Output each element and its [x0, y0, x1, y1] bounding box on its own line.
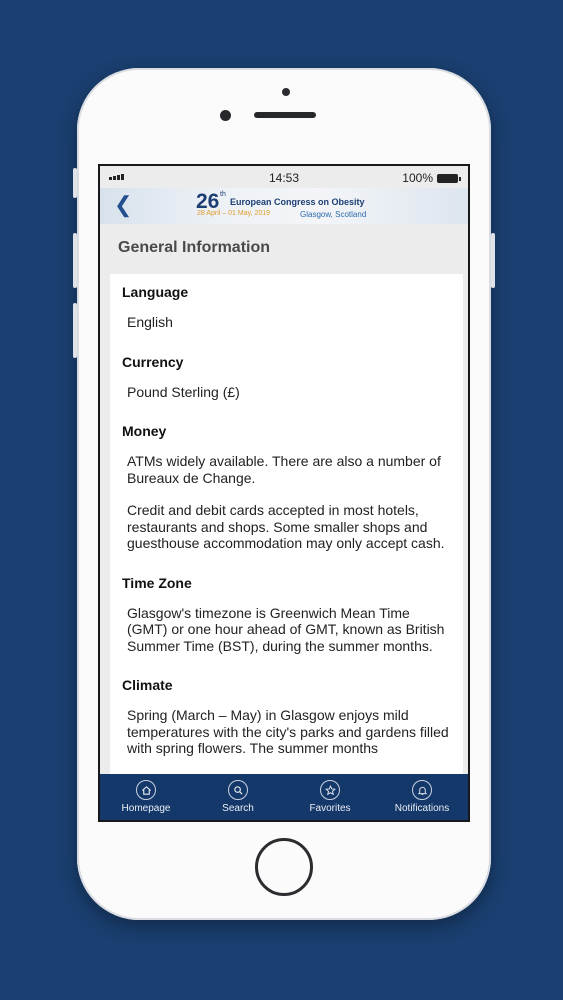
- tab-search[interactable]: [198, 774, 278, 814]
- volume-up-button: [73, 233, 77, 288]
- tab-homepage[interactable]: [106, 774, 186, 814]
- banner-title: European Congress on Obesity: [230, 197, 365, 207]
- section-time-zone: [110, 575, 463, 655]
- page-title: General Information: [118, 239, 271, 256]
- status-time: 14:53: [268, 171, 300, 185]
- section-heading: Time Zone: [122, 574, 192, 591]
- battery-percent: 100%: [402, 171, 433, 185]
- section-text: Spring (March – May) in Glasgow enjoys mild temperatures with the city's parks and gardens filled with spring flowers. The summer months: [127, 707, 449, 756]
- status-bar: [100, 166, 468, 188]
- home-icon: [136, 780, 156, 800]
- tab-notifications[interactable]: [382, 774, 462, 814]
- congress-banner: [100, 188, 468, 224]
- tab-label: Homepage: [121, 803, 171, 814]
- bell-icon: [412, 780, 432, 800]
- section-climate: [110, 677, 463, 757]
- home-button[interactable]: [255, 838, 313, 896]
- battery-indicator: [402, 171, 458, 185]
- section-currency: [110, 354, 463, 401]
- title-bar: [100, 224, 468, 274]
- section-money: [110, 423, 463, 552]
- power-button: [491, 233, 495, 288]
- app-screen: [98, 164, 470, 822]
- section-heading: Language: [122, 284, 189, 300]
- tab-label: Search: [222, 803, 254, 814]
- section-language: [110, 284, 463, 331]
- phone-frame: [77, 68, 491, 920]
- section-text: Glasgow's timezone is Greenwich Mean Time (GMT) or one hour ahead of GMT, known as British Summer Time (BST), during the summer months.: [127, 604, 445, 654]
- section-text: ATMs widely available. There are also a number of Bureaux de Change.: [127, 453, 441, 486]
- section-text: English: [127, 314, 173, 330]
- section-heading: Money: [122, 423, 167, 439]
- bottom-tab-bar: [100, 774, 468, 820]
- search-icon: [228, 780, 248, 800]
- section-text: Pound Sterling (£): [127, 383, 240, 400]
- front-camera: [220, 110, 231, 121]
- banner-dates: 28 April – 01 May, 2019: [197, 210, 271, 217]
- star-icon: [320, 780, 340, 800]
- proximity-sensor: [282, 88, 290, 96]
- banner-superscript: th: [220, 191, 226, 198]
- volume-down-button: [73, 303, 77, 358]
- section-heading: Currency: [122, 353, 184, 370]
- section-text: Credit and debit cards accepted in most hotels, restaurants and shops. Some smaller shops and guesthouse accommodation may only accept cash.: [127, 502, 445, 551]
- banner-number: 26: [196, 190, 220, 213]
- earpiece-speaker: [254, 112, 316, 118]
- banner-city: Glasgow, Scotland: [300, 210, 367, 219]
- tab-favorites[interactable]: [290, 774, 370, 814]
- tab-label: Notifications: [394, 803, 450, 814]
- section-heading: Climate: [122, 677, 173, 693]
- tab-label: Favorites: [309, 803, 351, 814]
- info-content[interactable]: [110, 274, 463, 778]
- back-chevron-icon[interactable]: ❮: [114, 192, 133, 217]
- battery-icon: [437, 174, 458, 183]
- mute-switch: [73, 168, 77, 198]
